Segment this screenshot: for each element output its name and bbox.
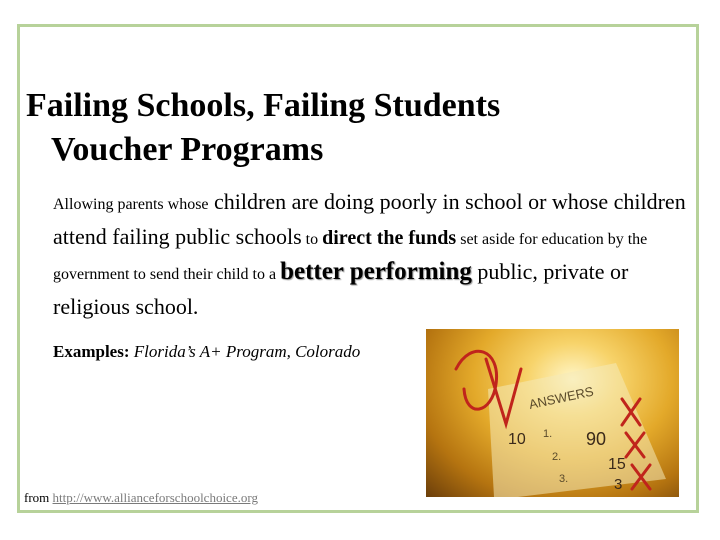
answer-number: 1. (543, 428, 553, 440)
handwritten-answer: 90 (586, 429, 607, 449)
examples-value: Florida’s A+ Program, Colorado (129, 342, 361, 361)
source-citation (24, 490, 258, 506)
body-segment: Allowing parents whose (53, 196, 209, 213)
body-emphasis-direct-funds: direct the funds (322, 227, 457, 249)
body-segment: set aside for education by the government to send their child to a (53, 231, 648, 283)
source-prefix: from (24, 490, 53, 505)
slide-title (26, 84, 500, 172)
body-paragraph (53, 186, 703, 326)
examples-label: Examples: (53, 342, 130, 361)
handwritten-answer: 10 (508, 431, 526, 448)
source-link[interactable]: http://www.allianceforschoolchoice.org (52, 490, 258, 505)
body-segment: to (301, 231, 323, 248)
handwritten-answer: 15 (608, 456, 626, 473)
answer-sheet-photo (426, 329, 679, 497)
examples-line (53, 342, 360, 362)
red-pen-stroke (456, 351, 497, 409)
answer-sheet-heading: ANSWERS (527, 383, 595, 412)
body-emphasis-better-performing: better performing (280, 258, 472, 285)
body-segment: children are doing poorly in school or whose children attend failing public schools (53, 189, 686, 249)
body-segment: public, private or religious school. (53, 259, 629, 319)
answer-number: 2. (552, 451, 562, 463)
answer-number: 3. (559, 473, 569, 485)
handwritten-answer: 3 (614, 476, 623, 493)
answer-sheet-illustration (426, 329, 679, 497)
title-line-2: Voucher Programs (51, 131, 324, 168)
title-line-1: Failing Schools, Failing Students (26, 87, 501, 124)
